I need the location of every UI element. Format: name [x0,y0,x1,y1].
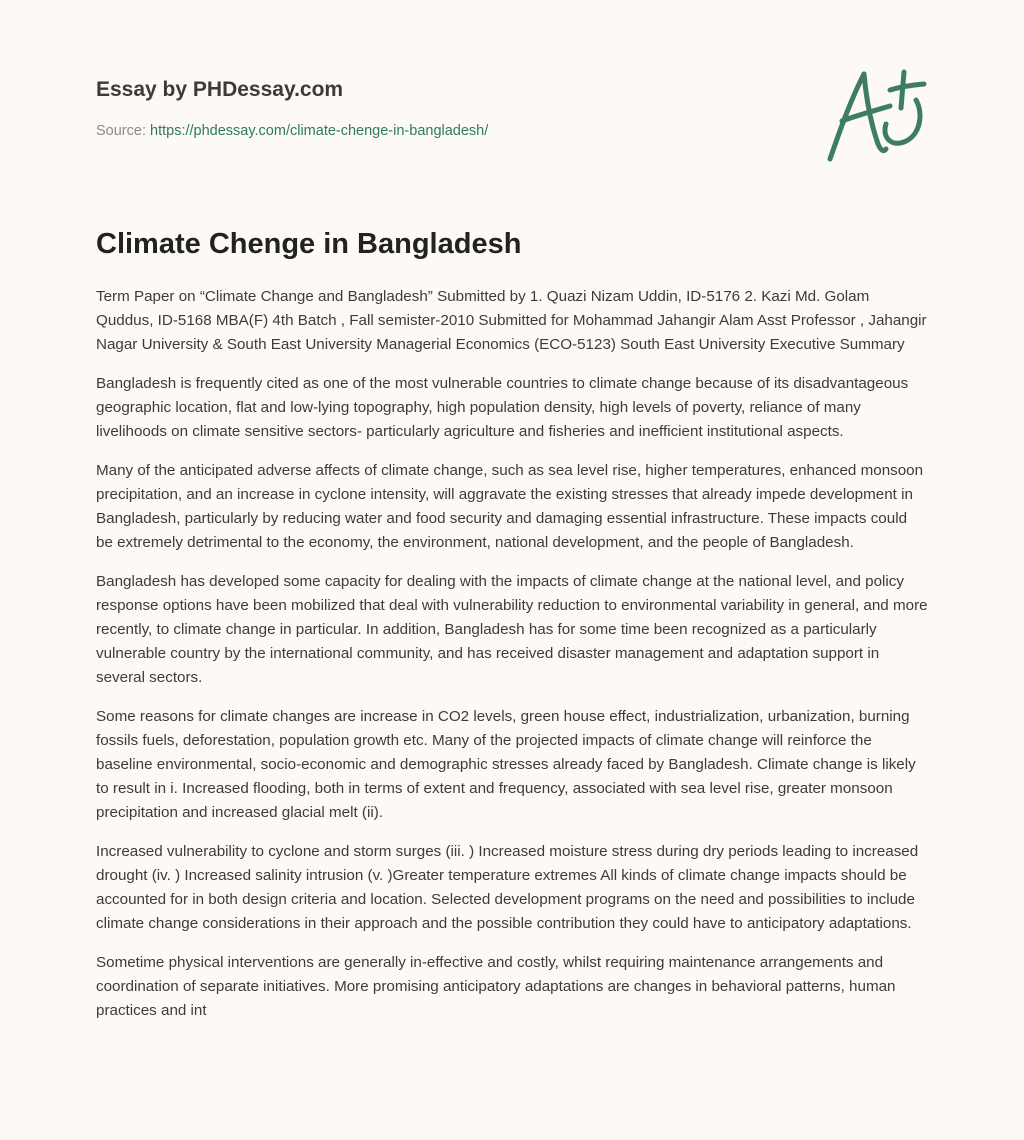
essay-paragraph: Term Paper on “Climate Change and Bangladesh” Submitted by 1. Quazi Nizam Uddin, ID-5176 2. Kazi Md. Golam Quddus, ID-5168 MBA(F) 4th Batch , Fall semister-2010 Submitted for Mohammad Jahangir Alam Asst Professor , Jahangir Nagar University & South East University Managerial Economics (ECO-5123) South East University Executive Summary [96,288,927,353]
source-label: Source: [96,123,146,139]
site-title: Essay by PHDessay.com [96,78,344,101]
essay-paragraph: Increased vulnerability to cyclone and storm surges (iii. ) Increased moisture stress during dry periods leading to increased drought (iv. ) Increased salinity intrusion (v. )Greater temperature extremes All kinds of climate change impacts should be accounted for in both design criteria and location. Selected development programs on the need and possibilities to include climate change considerations in their approach and the possible contribution they could have to anticipatory adaptations. [96,843,919,932]
source-link[interactable]: https://phdessay.com/climate-chenge-in-bangladesh/ [150,123,489,139]
essay-paragraph: Many of the anticipated adverse affects of climate change, such as sea level rise, higher temperatures, enhanced monsoon precipitation, and an increase in cyclone intensity, will aggravate the existing stresses that already impede development in Bangladesh, particularly by reducing water and food security and damaging essential infrastructure. These impacts could be extremely detrimental to the economy, the environment, national development, and the people of Bangladesh. [96,462,924,551]
essay-body [96,285,928,1038]
a-plus-logo-icon [820,66,930,166]
essay-paragraph: Bangladesh is frequently cited as one of the most vulnerable countries to climate change because of its disadvantageous geographic location, flat and low-lying topography, high population density, high levels of poverty, reliance of many livelihoods on climate sensitive sectors- particularly agriculture and fisheries and inefficient institutional aspects. [96,375,909,440]
essay-paragraph: Sometime physical interventions are generally in-effective and costly, whilst requiring maintenance arrangements and coordination of separate initiatives. More promising anticipatory adaptations are changes in behavioral patterns, human practices and int [96,954,896,1019]
page-header [96,76,696,139]
essay-title: Climate Chenge in Bangladesh [96,228,522,260]
source-line [96,123,488,139]
essay-paragraph: Bangladesh has developed some capacity for dealing with the impacts of climate change at the national level, and policy response options have been mobilized that deal with vulnerability reduction to environmental variability in general, and more recently, to climate change in particular. In addition, Bangladesh has for some time been recognized as a particularly vulnerable country by the international community, and has received disaster management and adaptation support in several sectors. [96,573,928,686]
essay-paragraph: Some reasons for climate changes are increase in CO2 levels, green house effect, industrialization, urbanization, burning fossils fuels, deforestation, population growth etc. Many of the projected impacts of climate change will reinforce the baseline environmental, socio-economic and demographic stresses already faced by Bangladesh. Climate change is likely to result in i. Increased flooding, both in terms of extent and frequency, associated with sea level rise, greater monsoon precipitation and increased glacial melt (ii). [96,708,916,821]
